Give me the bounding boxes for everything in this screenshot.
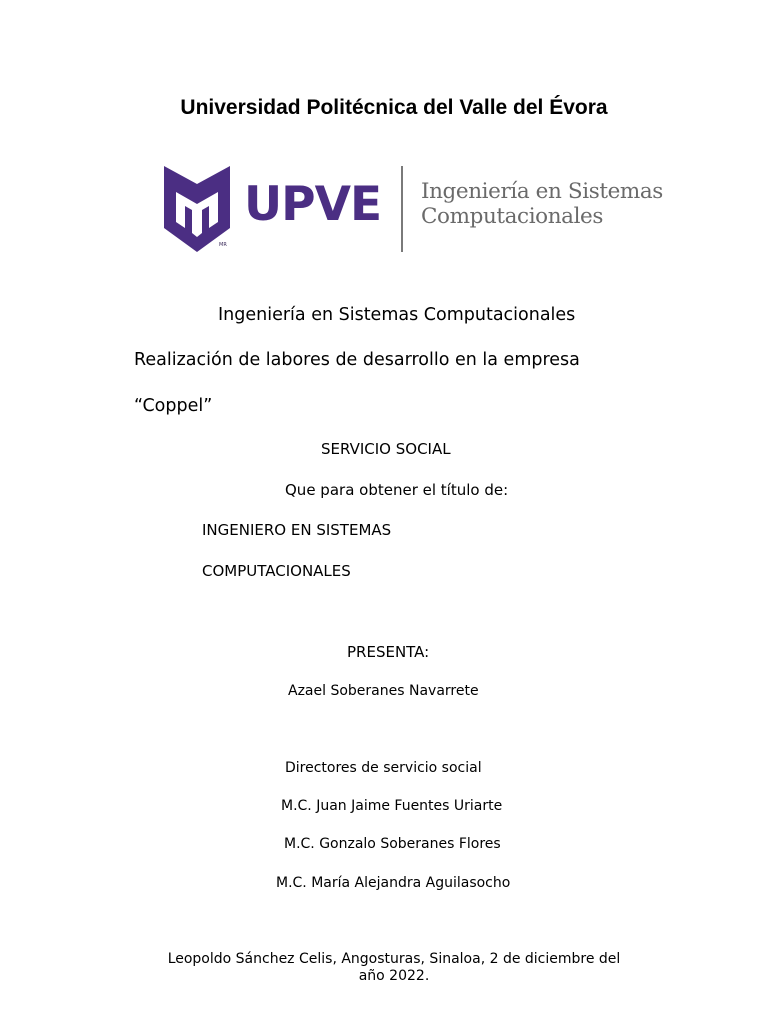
logo-wordmark: UPVE (244, 177, 382, 232)
degree-line-1: INGENIERO EN SISTEMAS (202, 521, 392, 539)
location-date-line-1: Leopoldo Sánchez Celis, Angosturas, Sinaloa, 2 de diciembre del (167, 951, 621, 967)
directors-label: Directores de servicio social (285, 760, 482, 776)
program-name: Ingeniería en Sistemas Computacionales (218, 305, 576, 325)
service-heading: SERVICIO SOCIAL (321, 440, 451, 458)
director-item: M.C. Gonzalo Soberanes Flores (284, 836, 501, 852)
director-item: M.C. Juan Jaime Fuentes Uriarte (281, 798, 503, 814)
logo-program-line-1: Ingeniería en Sistemas (421, 179, 663, 204)
registered-mark: MR (219, 242, 227, 248)
project-title-line-1: Realización de labores de desarrollo en la empresa (134, 350, 580, 370)
logo-divider (401, 166, 403, 252)
degree-intro: Que para obtener el título de: (285, 481, 509, 499)
student-name: Azael Soberanes Navarrete (288, 683, 479, 699)
director-item: M.C. María Alejandra Aguilasocho (276, 875, 511, 891)
upve-logo (164, 164, 674, 256)
degree-line-2: COMPUTACIONALES (202, 562, 351, 580)
upve-emblem-icon (164, 166, 230, 252)
university-title: Universidad Politécnica del Valle del Évora (180, 96, 608, 119)
logo-program-text (421, 179, 663, 229)
project-title-line-2: “Coppel” (134, 396, 213, 416)
logo-program-line-2: Computacionales (421, 204, 604, 229)
presents-label: PRESENTA: (347, 643, 430, 661)
location-date-line-2: año 2022. (358, 968, 430, 984)
